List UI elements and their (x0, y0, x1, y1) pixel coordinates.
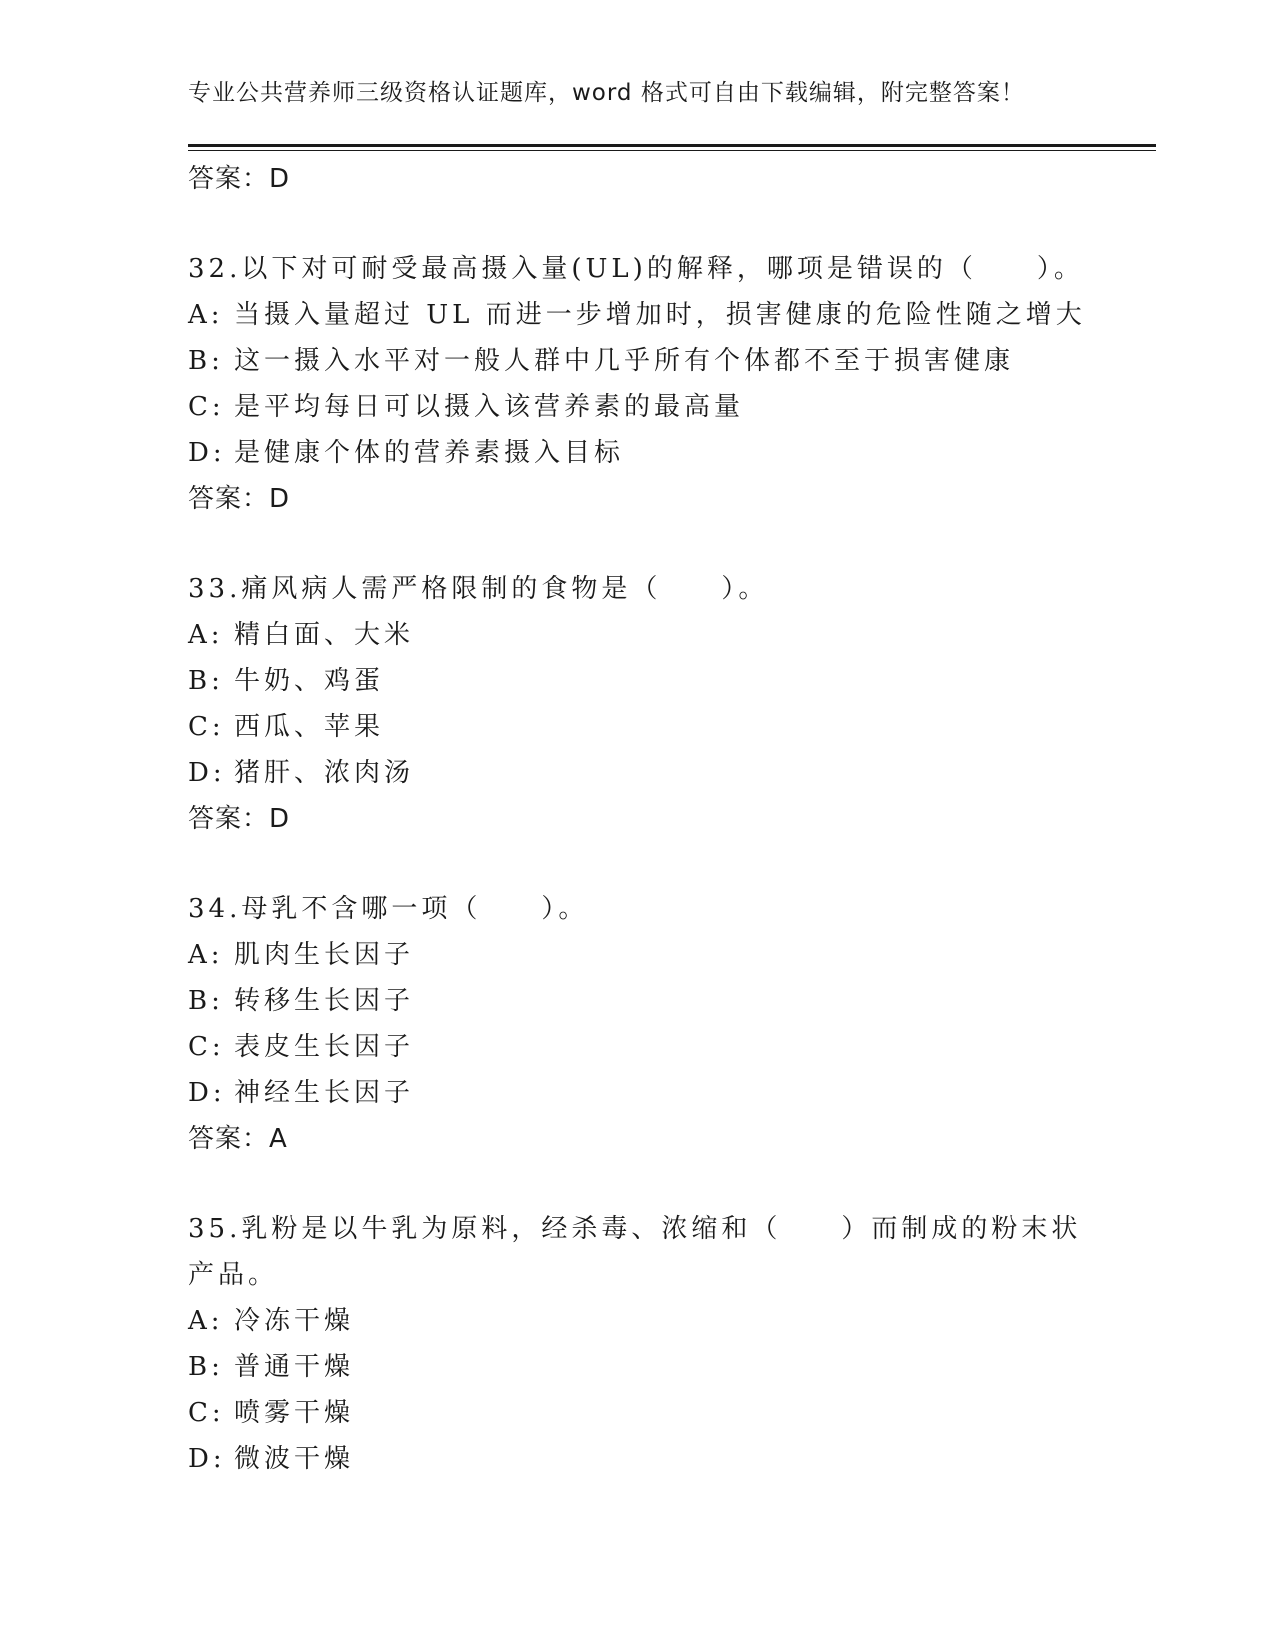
option-d (188, 430, 1088, 476)
option-text: 牛奶、鸡蛋 (234, 666, 385, 696)
option-key: C: (188, 1398, 225, 1428)
option-key: A: (188, 300, 224, 330)
question-stem: 35.乳粉是以牛乳为原料，经杀毒、浓缩和（ ）而制成的粉末状产品。 (188, 1214, 1082, 1290)
option-key: B: (188, 986, 224, 1016)
option-text: 普通干燥 (234, 1352, 355, 1382)
option-b (188, 1344, 1088, 1390)
header-rule-thin (188, 150, 1156, 151)
option-key: B: (188, 346, 224, 376)
option-text: 喷雾干燥 (234, 1398, 355, 1428)
option-d (188, 1070, 1088, 1116)
option-key: A: (188, 620, 224, 650)
option-text: 冷冻干燥 (234, 1306, 355, 1336)
question-33 (188, 566, 1088, 842)
option-a (188, 292, 1088, 338)
option-text: 肌肉生长因子 (234, 940, 415, 970)
option-text: 是平均每日可以摄入该营养素的最高量 (234, 392, 745, 422)
option-key: A: (188, 1306, 224, 1336)
option-key: D: (188, 1444, 226, 1474)
option-key: C: (188, 392, 225, 422)
option-a (188, 932, 1088, 978)
question-32 (188, 246, 1088, 522)
answer-line: 答案：A (188, 1124, 288, 1154)
previous-answer: 答案：D (188, 164, 291, 194)
page-header: 专业公共营养师三级资格认证题库，word 格式可自由下载编辑，附完整答案！ (188, 80, 1025, 106)
question-stem: 32.以下对可耐受最高摄入量(UL)的解释，哪项是错误的（ ）。 (188, 254, 1084, 284)
option-key: B: (188, 1352, 224, 1382)
answer-line: 答案：D (188, 804, 291, 834)
option-a (188, 612, 1088, 658)
option-c (188, 384, 1088, 430)
option-d (188, 1436, 1088, 1482)
option-a (188, 1298, 1088, 1344)
option-key: C: (188, 1032, 225, 1062)
option-c (188, 1390, 1088, 1436)
option-d (188, 750, 1088, 796)
option-b (188, 978, 1088, 1024)
option-text: 精白面、大米 (234, 620, 415, 650)
question-stem: 33.痛风病人需严格限制的食物是（ ）。 (188, 574, 769, 604)
option-text: 西瓜、苹果 (234, 712, 385, 742)
option-text: 猪肝、浓肉汤 (234, 758, 415, 788)
option-b (188, 658, 1088, 704)
option-key: D: (188, 758, 226, 788)
option-c (188, 704, 1088, 750)
option-key: C: (188, 712, 225, 742)
question-34 (188, 886, 1088, 1162)
option-text: 转移生长因子 (234, 986, 415, 1016)
option-key: D: (188, 1078, 226, 1108)
option-c (188, 1024, 1088, 1070)
question-stem: 34.母乳不含哪一项（ ）。 (188, 894, 589, 924)
option-text: 当摄入量超过 UL 而进一步增加时，损害健康的危险性随之增大 (234, 300, 1086, 330)
header-rule-thick (188, 144, 1156, 147)
option-text: 这一摄入水平对一般人群中几乎所有个体都不至于损害健康 (234, 346, 1015, 376)
option-key: A: (188, 940, 224, 970)
option-text: 神经生长因子 (234, 1078, 415, 1108)
option-text: 微波干燥 (234, 1444, 355, 1474)
option-key: D: (188, 438, 226, 468)
option-text: 是健康个体的营养素摄入目标 (234, 438, 625, 468)
option-key: B: (188, 666, 224, 696)
question-35 (188, 1206, 1088, 1482)
option-b (188, 338, 1088, 384)
answer-line: 答案：D (188, 484, 291, 514)
document-body (188, 156, 1088, 1526)
option-text: 表皮生长因子 (234, 1032, 415, 1062)
